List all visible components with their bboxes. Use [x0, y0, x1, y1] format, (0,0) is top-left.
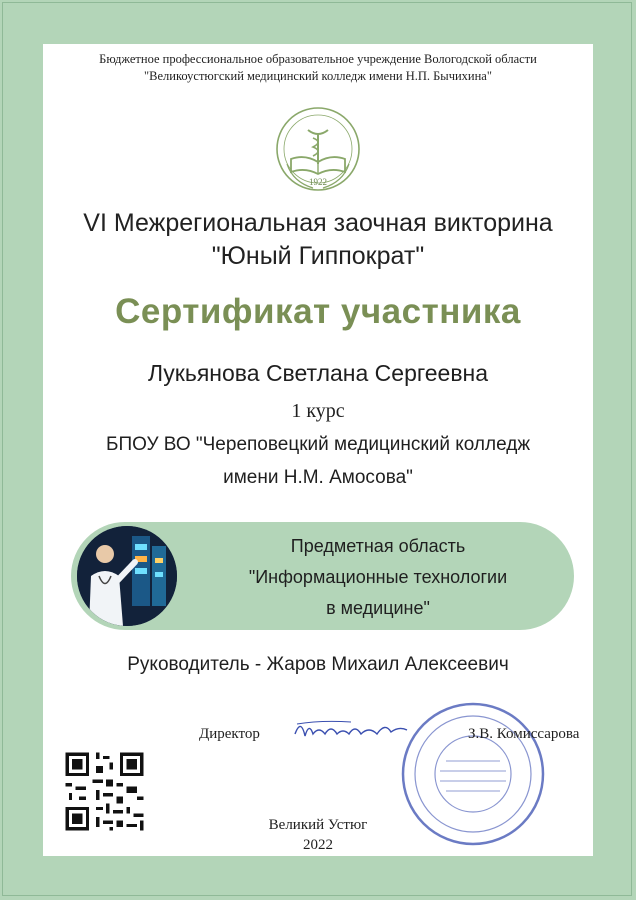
certificate-sheet — [43, 44, 593, 856]
participant-course: 1 курс — [291, 400, 345, 422]
participant-name: Лукьянова Светлана Сергеевна — [147, 360, 489, 386]
certificate-title: Сертификат участника — [115, 292, 521, 331]
subject-line-1: Предметная область — [290, 536, 466, 556]
director-name: З.В. Комиссарова — [468, 726, 580, 742]
event-title-line-1: VI Межрегиональная заочная викторина — [83, 209, 553, 237]
doctor-technology-illustration — [77, 526, 177, 626]
director-signature — [291, 712, 411, 746]
subject-line-3: в медицине" — [326, 598, 430, 618]
certificate-year: 2022 — [303, 837, 333, 853]
participant-college-line-2: имени Н.М. Амосова" — [223, 467, 413, 488]
college-emblem-icon — [273, 104, 363, 201]
subject-line-2: "Информационные технологии — [248, 567, 508, 587]
emblem-year: 1922 — [309, 177, 327, 187]
institution-line-2: "Великоустюгский медицинский колледж имени Н.П. Бычихина" — [144, 69, 492, 83]
doctor-photo — [77, 526, 177, 626]
participant-college-line-1: БПОУ ВО "Череповецкий медицинский колледж — [105, 434, 531, 455]
event-title-line-2: "Юный Гиппократ" — [211, 242, 425, 270]
director-label: Директор — [199, 726, 260, 742]
institution-line-1: Бюджетное профессиональное образовательное учреждение Вологодской области — [99, 52, 537, 66]
leader-name: Руководитель - Жаров Михаил Алексеевич — [127, 654, 509, 675]
city-name: Великий Устюг — [268, 817, 368, 833]
